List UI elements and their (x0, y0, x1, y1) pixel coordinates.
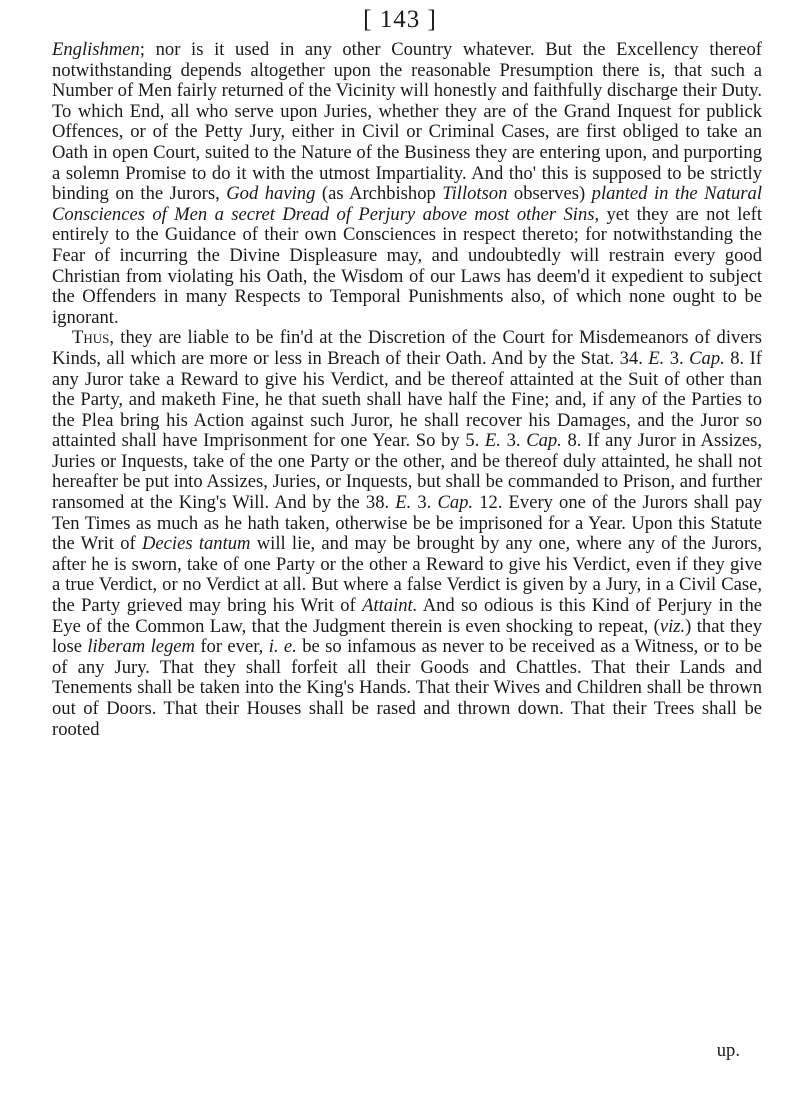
text-run: (as Archbishop (315, 183, 443, 205)
text-run: 3. (500, 430, 527, 452)
text-run: 8. If any Juror take a Reward to give his Verdict, and be thereof attainted at the Suit of other than the Party, and maketh Fine, he that sueth shall have half the Fine; and, if any of the Parties to the Plea bring his Action against such Juror, he shall recover his Damages, and the Juror so attainted shall have Imprisonment for one Year. So by 5. (52, 347, 762, 452)
text-run: 3. (411, 492, 438, 514)
text-run: E. (648, 347, 665, 369)
paragraph-1 (52, 40, 762, 328)
text-run: planted in the Natural Consciences of Men a secret Dread of Perjury above most other Sins (52, 183, 762, 225)
text-run: , yet they are not left entirely to the Guidance of their own Consciences in respect thereto; for notwithstanding the Fear of incurring the Divine Displeasure may, and undoubtedly will restrain every good Christian from violating his Oath, the Wisdom of our Laws has deem'd it expedient to subject the Offenders in many Respects to Temporal Punishments also, of which none ought to be ignorant. (52, 203, 762, 328)
paragraph-2 (52, 328, 762, 740)
text-run: for ever, (194, 636, 269, 658)
text-run: , they are liable to be fin'd at the Discretion of the Court for Misdemeanors of divers Kinds, all which are more or less in Breach of their Oath. And by the Stat. 34. (52, 327, 762, 369)
body-text (52, 40, 762, 740)
text-run: ) that they lose (52, 615, 762, 658)
text-run: will lie, and may be brought by any one, where any of the Jurors, after he is sworn, take of one Party or the other a Reward to give his Verdict, even if they give a true Verdict, or no Verdict at all. But where a false Verdict is given by a Jury, in a Civil Case, the Party grieved may bring his Writ of (52, 533, 762, 617)
text-run: Cap. (526, 430, 562, 452)
text-run: E. (484, 430, 501, 452)
page-number: [ 143 ] (363, 6, 437, 33)
text-run: 8. If any Juror in Assizes, Juries or Inquests, take of the one Party or the other, and be thereof duly attainted, he shall not hereafter be put into Assizes, Juries, or Inquests, but shall be commanded to Prison, and further ransomed at the King's Will. And by the 38. (52, 430, 763, 514)
text-run: 3. (664, 347, 690, 369)
text-run: Cap. (437, 492, 474, 514)
text-run: Decies tantum (141, 533, 251, 555)
text-run: Cap. (689, 347, 725, 369)
text-run: be so infamous as never to be received as a Witness, or to be of any Jury. That they shall forfeit all their Goods and Chattles. That their Lands and Tenements shall be taken into the King's Hands. That their Wives and Children shall be thrown out of Doors. That their Houses shall be rased and thrown down. That their Trees shall be rooted (52, 636, 762, 740)
text-run: E. (395, 492, 412, 514)
text-run: God having (226, 183, 316, 205)
text-run: liberam legem (87, 636, 195, 658)
text-run: observes) (507, 183, 592, 205)
text-run: Englishmen (52, 39, 140, 60)
catchword: up. (716, 1040, 740, 1061)
text-run: Thus (72, 327, 110, 349)
text-run: viz. (659, 615, 686, 637)
text-run: 12. Every one of the Jurors shall pay Ten Times as much as he hath taken, otherwise be be imprisoned for a Year. Upon this Statute the Writ of (52, 492, 762, 555)
text-run: Attaint. (362, 595, 418, 617)
text-run: i. e. (268, 636, 297, 658)
text-run: Tillotson (442, 183, 508, 205)
text-run: ; nor is it used in any other Country whatever. But the Excellency thereof notwithstanding depends altogether upon the reasonable Presumption there is, that such a Number of Men fairly returned of the Vicinity will honestly and faithfully discharge their Duty. To which End, all who serve upon Juries, whether they are of the Grand Inquest for publick Offences, or of the Petty Jury, either in Civil or Criminal Cases, are first obliged to take an Oath in open Court, suited to the Nature of the Business they are entering upon, and purporting a solemn Promise to do it with the utmost Impartiality. And tho' this is supposed to be strictly binding on the Jurors, (52, 39, 762, 205)
text-run: And so odious is this Kind of Perjury in the Eye of the Common Law, that the Judgment therein is even shocking to repeat, ( (52, 595, 762, 637)
